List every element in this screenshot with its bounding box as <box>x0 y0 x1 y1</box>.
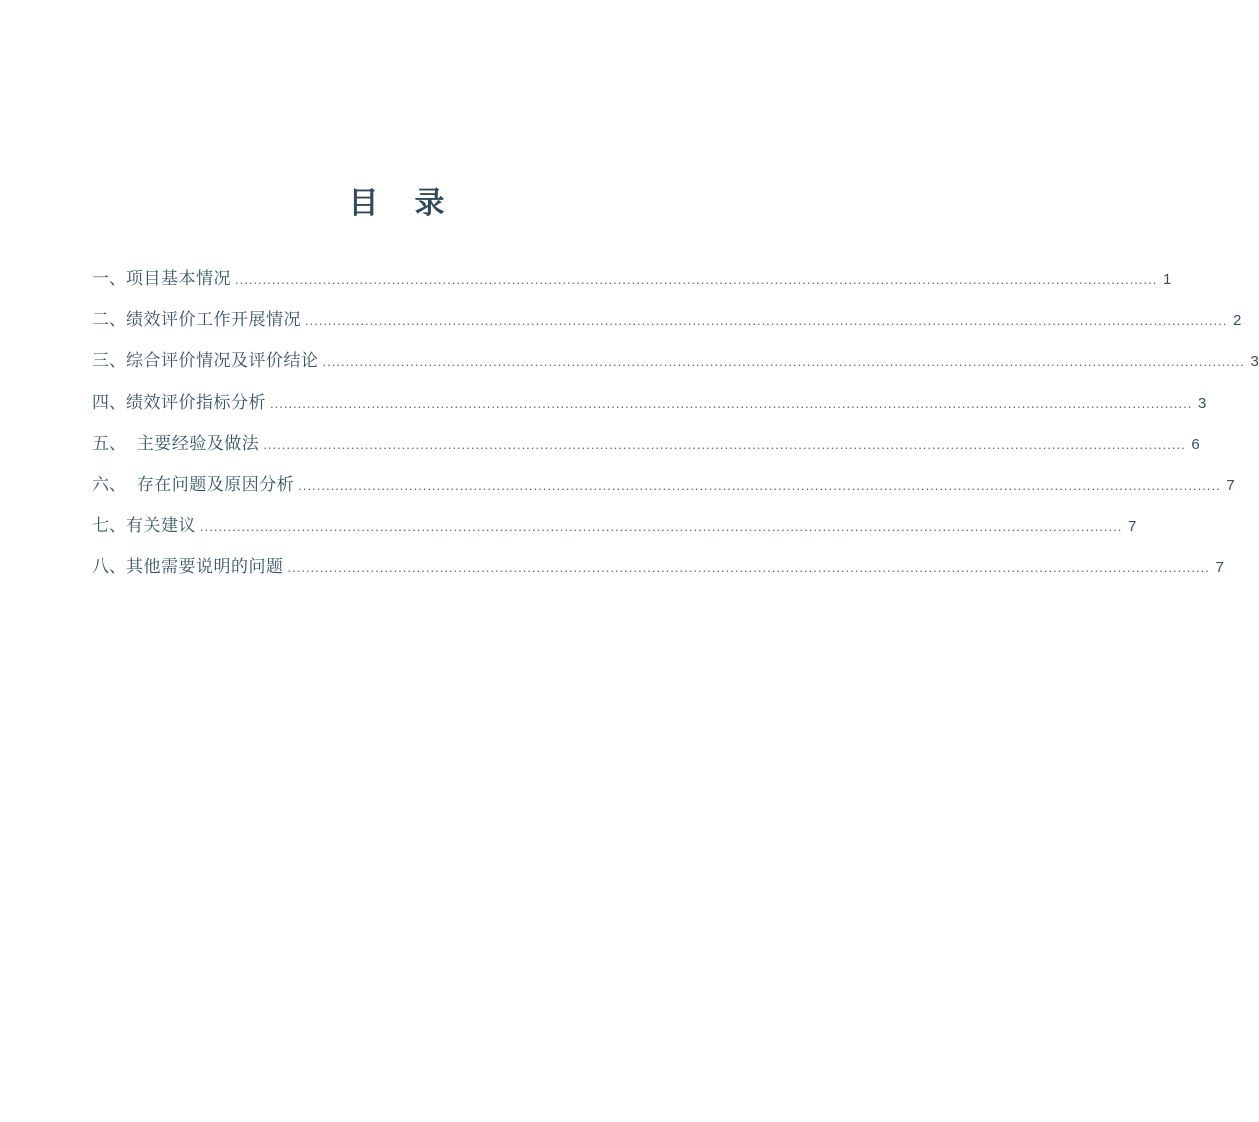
toc-entry-text: 绩效评价工作开展情况 <box>126 310 301 331</box>
toc-entry-page: 3 <box>1198 394 1207 412</box>
toc-entry-text: 存在问题及原因分析 <box>136 474 295 495</box>
toc-entry[interactable] <box>92 470 1235 511</box>
toc-entry-number: 七、 <box>92 516 126 537</box>
toc-entry[interactable] <box>92 264 1172 305</box>
toc-entry-page: 7 <box>1215 559 1224 577</box>
toc-entry[interactable] <box>92 388 1207 429</box>
toc-leader-dots: ........................................................................................................................................................................................................ <box>235 272 1158 287</box>
toc-leader-dots: ........................................................................................................................................................................................................ <box>200 519 1123 535</box>
toc-entry[interactable] <box>92 511 1137 552</box>
toc-entry[interactable] <box>92 305 1242 346</box>
toc-entry-number: 一、 <box>92 269 126 289</box>
toc-entry-number: 八、 <box>92 557 126 578</box>
toc-entry-text: 项目基本情况 <box>126 269 231 289</box>
toc-title-part1: 目 <box>348 186 379 221</box>
toc-entry[interactable] <box>92 346 1259 387</box>
toc-entry-number: 六、 <box>92 474 137 495</box>
toc-entry-number: 二、 <box>92 310 126 331</box>
toc-entry-text: 有关建议 <box>126 516 196 537</box>
toc-title <box>0 178 793 222</box>
toc-entry-page: 2 <box>1233 312 1242 330</box>
toc-entry-page: 3 <box>1250 353 1259 371</box>
toc-entry-page: 6 <box>1191 435 1200 453</box>
toc-leader-dots: ........................................................................................................................................................................................................ <box>263 436 1186 452</box>
toc-entry-number: 五、 <box>92 433 137 454</box>
toc-leader-dots: ........................................................................................................................................................................................................ <box>287 560 1210 576</box>
toc-leader-dots: ........................................................................................................................................................................................................ <box>298 477 1221 493</box>
toc-entry-text: 主要经验及做法 <box>136 433 260 454</box>
toc-entry-text: 绩效评价指标分析 <box>126 392 266 413</box>
toc-entry[interactable] <box>92 552 1224 593</box>
toc-leader-dots: ........................................................................................................................................................................................................ <box>322 354 1245 370</box>
toc-entry-page: 1 <box>1163 271 1172 288</box>
toc-title-part2: 录 <box>414 186 445 221</box>
toc-entry-text: 其他需要说明的问题 <box>126 557 284 578</box>
toc-leader-dots: ........................................................................................................................................................................................................ <box>270 395 1193 411</box>
toc-entry-page: 7 <box>1128 518 1137 536</box>
toc-leader-dots: ........................................................................................................................................................................................................ <box>305 313 1228 329</box>
toc-entry[interactable] <box>92 429 1200 470</box>
toc-entry-text: 综合评价情况及评价结论 <box>126 351 319 372</box>
toc-entry-page: 7 <box>1226 476 1235 494</box>
toc-entry-number: 四、 <box>92 392 126 413</box>
toc-entry-number: 三、 <box>92 351 126 372</box>
toc-list <box>92 264 1259 594</box>
